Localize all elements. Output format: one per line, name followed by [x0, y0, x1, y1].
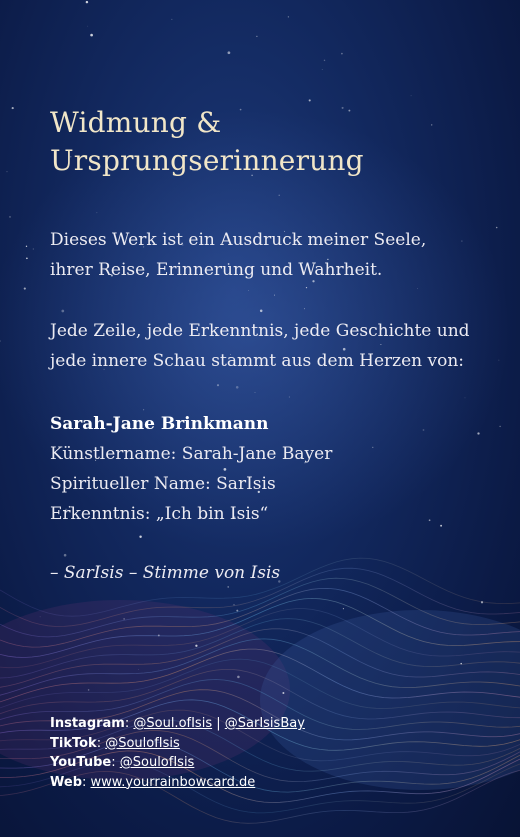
star	[496, 227, 498, 229]
origin-line-1: Jede Zeile, jede Erkenntnis, jede Geschichte und	[50, 321, 470, 341]
star	[97, 212, 98, 213]
intro-paragraph	[50, 225, 426, 285]
tiktok-row: TikTok: @SoulofIsis	[50, 735, 180, 751]
social-links	[50, 714, 305, 792]
star	[233, 604, 235, 606]
star	[12, 107, 14, 109]
insight: Erkenntnis: „Ich bin Isis“	[50, 504, 269, 524]
star	[256, 36, 257, 37]
intro-line-1: Dieses Werk ist ein Ausdruck meiner Seele,	[50, 230, 427, 250]
star	[288, 16, 289, 17]
star	[372, 447, 373, 448]
instagram-link-1[interactable]: @Soul.ofIsis	[133, 716, 213, 731]
star	[88, 689, 90, 691]
tiktok-link[interactable]: @SoulofIsis	[105, 735, 180, 751]
spiritual-name: Spiritueller Name: SarIsis	[50, 474, 276, 494]
star	[40, 616, 41, 617]
star	[341, 53, 343, 55]
star	[227, 586, 229, 588]
star	[228, 51, 231, 54]
star	[26, 246, 27, 247]
star	[236, 386, 239, 389]
star	[289, 397, 290, 398]
star	[431, 124, 432, 125]
instagram-link-2[interactable]: @SarIsisBay	[224, 716, 305, 731]
star	[237, 676, 240, 679]
star	[217, 384, 219, 386]
instagram-label: Instagram	[50, 716, 125, 731]
web-link[interactable]: www.yourrainbowcard.de	[90, 774, 256, 790]
star	[9, 216, 11, 218]
star	[64, 554, 67, 557]
origin-paragraph	[50, 316, 470, 376]
star	[248, 290, 249, 291]
star	[279, 195, 280, 196]
star	[33, 248, 34, 249]
star	[138, 669, 139, 670]
star	[90, 34, 93, 37]
youtube-row: YouTube: @SoulofIsis	[50, 755, 195, 770]
star	[460, 663, 461, 664]
star	[499, 360, 500, 361]
star	[304, 308, 305, 309]
star	[255, 392, 256, 393]
star	[477, 432, 479, 434]
star	[282, 692, 284, 694]
star	[465, 398, 466, 399]
star	[411, 95, 412, 96]
star	[139, 535, 141, 537]
title-line-1: Widmung &	[50, 106, 222, 139]
star	[158, 634, 160, 636]
star	[461, 241, 462, 242]
star	[481, 601, 483, 603]
instagram-row: Instagram: @Soul.ofIsis | @SarIsisBay	[50, 716, 305, 731]
author-block	[50, 409, 332, 529]
star	[236, 610, 238, 612]
youtube-label: YouTube	[50, 755, 112, 770]
artist-name: Künstlername: Sarah-Jane Bayer	[50, 444, 333, 464]
star	[309, 99, 311, 101]
star	[7, 171, 8, 172]
star	[195, 645, 197, 647]
web-label: Web	[50, 774, 82, 790]
star	[274, 295, 275, 296]
star	[322, 69, 323, 70]
star	[499, 426, 500, 427]
star	[429, 519, 431, 521]
star	[86, 1, 88, 3]
web-row: Web: www.yourrainbowcard.de	[50, 774, 256, 790]
link-separator: |	[216, 716, 221, 731]
tiktok-label: TikTok	[50, 735, 97, 751]
signature: – SarIsis – Stimme von Isis	[50, 563, 281, 583]
star	[87, 26, 88, 27]
star	[343, 608, 344, 609]
star	[440, 525, 442, 527]
star	[423, 429, 425, 431]
star	[24, 288, 26, 290]
page-title	[50, 104, 364, 180]
star	[324, 60, 325, 61]
star	[172, 19, 173, 20]
intro-line-2: ihrer Reise, Erinnerung und Wahrheit.	[50, 260, 383, 280]
youtube-link[interactable]: @SoulofIsis	[119, 755, 195, 770]
star	[260, 310, 263, 313]
star	[306, 287, 307, 288]
author-name: Sarah-Jane Brinkmann	[50, 414, 269, 434]
star	[26, 257, 28, 259]
star	[123, 618, 125, 620]
origin-line-2: jede innere Schau stammt aus dem Herzen von:	[50, 351, 465, 371]
title-line-2: Ursprungserinnerung	[50, 144, 364, 177]
star	[61, 310, 64, 313]
star	[417, 288, 418, 289]
